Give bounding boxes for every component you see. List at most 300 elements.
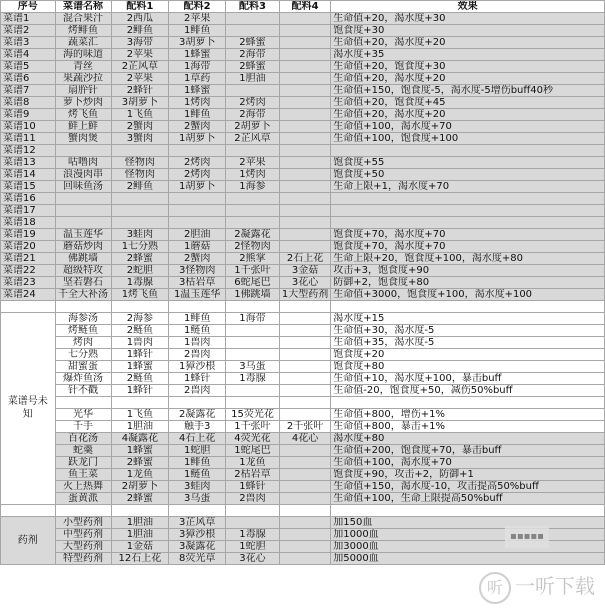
- separator-cell: [331, 504, 605, 516]
- table-row: [1, 181, 605, 193]
- table-row: [1, 145, 605, 157]
- ingredient-3-cell: 2怪物肉: [226, 241, 280, 253]
- effect-cell: 生命值+20，渴水度+20: [331, 73, 605, 85]
- ingredient-1-cell: 2胡萝卜: [111, 480, 169, 492]
- ingredient-3-cell: 6蛇尾巴: [226, 277, 280, 289]
- ingredient-1-cell: 3海带: [111, 37, 169, 49]
- ingredient-4-cell: [279, 145, 330, 157]
- effect-cell: 生命值+10，渴水度+100，暴击buff: [331, 372, 605, 384]
- table-row: [1, 13, 605, 25]
- ingredient-2-cell: 1鲢鱼: [169, 468, 226, 480]
- ingredient-4-cell: [279, 205, 330, 217]
- ingredient-3-cell: 2海带: [226, 109, 280, 121]
- ingredient-1-cell: 1蜂蜜: [111, 360, 169, 372]
- logo-text: 一听下载: [515, 574, 595, 598]
- effect-cell: 生命上限+1，渴水度+70: [331, 181, 605, 193]
- ingredient-3-cell: 2蜂蜜: [226, 37, 280, 49]
- header-ingredient-2: 配料2: [169, 1, 226, 13]
- ingredient-1-cell: 1毒腺: [111, 277, 169, 289]
- ingredient-3-cell: 2熊掌: [226, 253, 280, 265]
- table-row: [1, 492, 605, 504]
- ingredient-4-cell: [279, 360, 330, 372]
- ingredient-4-cell: [279, 456, 330, 468]
- ingredient-3-cell: [226, 205, 280, 217]
- separator-cell: [279, 504, 330, 516]
- effect-cell: 生命上限+20，饱食度+100，渴水度+80: [331, 253, 605, 265]
- separator-cell: [331, 301, 605, 313]
- recipe-name-cell: 海的味道: [55, 49, 111, 61]
- ingredient-3-cell: 1千张叶: [226, 420, 280, 432]
- table-row: [1, 157, 605, 169]
- ingredient-4-cell: [279, 73, 330, 85]
- ingredient-1-cell: 1蜂蜜: [111, 444, 169, 456]
- table-row: [1, 217, 605, 229]
- category-potion-label: 药剂: [1, 516, 56, 564]
- effect-cell: 饱食度+70，渴水度+70: [331, 241, 605, 253]
- ingredient-4-cell: [279, 193, 330, 205]
- recipe-index-cell: 菜谱21: [1, 253, 56, 265]
- table-row: [1, 552, 605, 564]
- table-row: [1, 37, 605, 49]
- ingredient-2-cell: 1蜂蜜: [169, 49, 226, 61]
- ingredient-1-cell: 12石上花: [111, 552, 169, 564]
- ingredient-3-cell: 2胡萝卜: [226, 121, 280, 133]
- separator-cell: [111, 504, 169, 516]
- ingredient-1-cell: 4凝露花: [111, 432, 169, 444]
- ingredient-3-cell: 1海参: [226, 181, 280, 193]
- recipe-name-cell: 咕噜肉: [55, 157, 111, 169]
- ingredient-3-cell: [226, 25, 280, 37]
- recipe-name-cell: 烤飞鱼: [55, 109, 111, 121]
- ingredient-2-cell: 2烤肉: [169, 157, 226, 169]
- recipe-name-cell: [55, 193, 111, 205]
- ingredient-2-cell: 3乌蛋: [169, 492, 226, 504]
- effect-cell: 饱食度+50: [331, 169, 605, 181]
- ingredient-3-cell: [226, 13, 280, 25]
- ingredient-4-cell: 2千张叶: [279, 420, 330, 432]
- recipe-index-cell: 菜谱24: [1, 289, 56, 301]
- ingredient-2-cell: 1蘑菇: [169, 241, 226, 253]
- recipe-name-cell: 千手: [55, 420, 111, 432]
- table-row: [1, 468, 605, 480]
- table-row: [1, 312, 605, 324]
- ingredient-2-cell: 1蜂针: [169, 372, 226, 384]
- table-row: [1, 169, 605, 181]
- table-row: [1, 528, 605, 540]
- ingredient-4-cell: [279, 336, 330, 348]
- header-ingredient-3: 配料3: [226, 1, 280, 13]
- ingredient-4-cell: [279, 49, 330, 61]
- ingredient-3-cell: [226, 193, 280, 205]
- ingredient-4-cell: 2石上花: [279, 253, 330, 265]
- recipe-name-cell: 坚若磐石: [55, 277, 111, 289]
- recipe-index-cell: 菜谱15: [1, 181, 56, 193]
- recipe-index-cell: 菜谱1: [1, 13, 56, 25]
- recipe-name-cell: 烤肉: [55, 336, 111, 348]
- ingredient-1-cell: 1七分熟: [111, 241, 169, 253]
- table-row: [1, 97, 605, 109]
- recipe-index-cell: 菜谱6: [1, 73, 56, 85]
- ingredient-1-cell: 1烤飞鱼: [111, 289, 169, 301]
- recipe-name-cell: 蛋黄派: [55, 492, 111, 504]
- ingredient-1-cell: 怪物肉: [111, 169, 169, 181]
- effect-cell: 生命值+3000，饱食度+100，渴水度+100: [331, 289, 605, 301]
- table-row: [1, 324, 605, 336]
- ingredient-3-cell: [226, 85, 280, 97]
- ingredient-4-cell: [279, 396, 330, 408]
- ingredient-4-cell: [279, 109, 330, 121]
- recipe-name-cell: 大型药剂: [55, 540, 111, 552]
- recipe-name-cell: 针不戳: [55, 384, 111, 396]
- ingredient-2-cell: 8荧光草: [169, 552, 226, 564]
- ingredient-1-cell: 3蛙肉: [111, 229, 169, 241]
- ingredient-2-cell: [169, 396, 226, 408]
- recipe-name-cell: 蘑菇炒肉: [55, 241, 111, 253]
- separator-row: [1, 301, 605, 313]
- effect-cell: 渴水度+35: [331, 49, 605, 61]
- ingredient-3-cell: 1龙鱼: [226, 456, 280, 468]
- ingredient-1-cell: 2蜂蜜: [111, 253, 169, 265]
- table-row: [1, 432, 605, 444]
- ingredient-1-cell: 2西瓜: [111, 13, 169, 25]
- recipe-name-cell: [55, 145, 111, 157]
- effect-cell: 加5000血: [331, 552, 605, 564]
- header-ingredient-1: 配料1: [111, 1, 169, 13]
- ingredient-3-cell: 1海带: [226, 312, 280, 324]
- recipe-name-cell: 鲜上鲜: [55, 121, 111, 133]
- ingredient-1-cell: [111, 205, 169, 217]
- effect-cell: 生命值+800，增伤+1%: [331, 408, 605, 420]
- ingredient-3-cell: [226, 217, 280, 229]
- ingredient-3-cell: 1胆油: [226, 73, 280, 85]
- ingredient-3-cell: 3乌蛋: [226, 360, 280, 372]
- ingredient-4-cell: [279, 372, 330, 384]
- ingredient-3-cell: [226, 324, 280, 336]
- table-row: [1, 540, 605, 552]
- ingredient-4-cell: [279, 133, 330, 145]
- ingredient-2-cell: 1蜂蜜: [169, 85, 226, 97]
- table-row: [1, 289, 605, 301]
- recipe-name-cell: 佛跳墙: [55, 253, 111, 265]
- recipe-name-cell: 火上热舞: [55, 480, 111, 492]
- recipe-index-cell: 菜谱11: [1, 133, 56, 145]
- effect-cell: 生命值+20，渴水度+30: [331, 13, 605, 25]
- ingredient-2-cell: 2蟹肉: [169, 121, 226, 133]
- ingredient-1-cell: 2蛇胆: [111, 265, 169, 277]
- separator-cell: [226, 301, 280, 313]
- ingredient-1-cell: 1兽肉: [111, 336, 169, 348]
- ingredient-1-cell: 1蜂针: [111, 348, 169, 360]
- ingredient-2-cell: 1烤肉: [169, 97, 226, 109]
- ingredient-3-cell: 2蜂蜜: [226, 61, 280, 73]
- separator-cell: [55, 301, 111, 313]
- ingredient-2-cell: 1鲢鱼: [169, 324, 226, 336]
- table-row: [1, 109, 605, 121]
- ingredient-2-cell: 触手3: [169, 420, 226, 432]
- recipe-name-cell: 鱼王菜: [55, 468, 111, 480]
- ingredient-3-cell: 3花心: [226, 552, 280, 564]
- ingredient-3-cell: 1毒腺: [226, 372, 280, 384]
- ingredient-2-cell: 2蟹肉: [169, 253, 226, 265]
- ingredient-4-cell: [279, 324, 330, 336]
- ingredient-2-cell: 2凝露花: [169, 408, 226, 420]
- recipe-name-cell: 海参汤: [55, 312, 111, 324]
- effect-cell: [331, 217, 605, 229]
- effect-cell: 生命值-20，饱食度+50，减伤50%buff: [331, 384, 605, 396]
- table-row: [1, 360, 605, 372]
- recipe-index-cell: 菜谱5: [1, 61, 56, 73]
- table-row: [1, 49, 605, 61]
- effect-cell: 生命值+100，渴水度+70: [331, 121, 605, 133]
- ingredient-2-cell: 1鲱鱼: [169, 456, 226, 468]
- separator-cell: [55, 504, 111, 516]
- ingredient-1-cell: 2蜂针: [111, 85, 169, 97]
- recipe-index-cell: 菜谱8: [1, 97, 56, 109]
- effect-cell: 饱食度+20: [331, 348, 605, 360]
- site-watermark-logo: [479, 566, 597, 606]
- effect-cell: 饱食度+90，攻击+2，防御+1: [331, 468, 605, 480]
- ingredient-4-cell: [279, 37, 330, 49]
- header-row: [1, 1, 605, 13]
- ingredient-4-cell: 1大型药剂: [279, 289, 330, 301]
- effect-cell: [331, 396, 605, 408]
- recipe-index-cell: 菜谱14: [1, 169, 56, 181]
- table-row: [1, 241, 605, 253]
- watermark-box: ▪▪▪▪▪: [505, 526, 549, 548]
- recipe-index-cell: 菜谱3: [1, 37, 56, 49]
- ingredient-2-cell: 2兽肉: [169, 384, 226, 396]
- ingredient-3-cell: 2苹果: [226, 157, 280, 169]
- recipe-index-cell: 菜谱10: [1, 121, 56, 133]
- effect-cell: 生命值+20，渴水度+20: [331, 109, 605, 121]
- recipe-index-cell: 菜谱23: [1, 277, 56, 289]
- ingredient-4-cell: [279, 61, 330, 73]
- recipe-index-cell: 菜谱12: [1, 145, 56, 157]
- recipe-name-cell: 千全大补汤: [55, 289, 111, 301]
- recipe-name-cell: 混合果汁: [55, 13, 111, 25]
- recipe-name-cell: [55, 396, 111, 408]
- table-row: [1, 85, 605, 97]
- table-row: [1, 229, 605, 241]
- ingredient-2-cell: 1鲱鱼: [169, 312, 226, 324]
- recipe-name-cell: 蔬菜汇: [55, 37, 111, 49]
- ingredient-4-cell: [279, 229, 330, 241]
- ingredient-4-cell: [279, 181, 330, 193]
- ingredient-2-cell: 1草药: [169, 73, 226, 85]
- ingredient-4-cell: [279, 540, 330, 552]
- ingredient-1-cell: 3胡萝卜: [111, 97, 169, 109]
- recipe-index-cell: 菜谱17: [1, 205, 56, 217]
- header-index: 序号: [1, 1, 56, 13]
- effect-cell: 攻击+3，饱食度+90: [331, 265, 605, 277]
- ingredient-4-cell: 4花心: [279, 432, 330, 444]
- ingredient-4-cell: [279, 85, 330, 97]
- ingredient-1-cell: 1飞鱼: [111, 109, 169, 121]
- recipe-index-cell: 菜谱13: [1, 157, 56, 169]
- ingredient-2-cell: 1鲱鱼: [169, 109, 226, 121]
- ingredient-1-cell: 2蟹肉: [111, 121, 169, 133]
- recipe-name-cell: 小型药剂: [55, 516, 111, 528]
- ingredient-2-cell: [169, 145, 226, 157]
- ingredient-2-cell: 1海带: [169, 61, 226, 73]
- recipe-index-cell: 菜谱18: [1, 217, 56, 229]
- ingredient-3-cell: 1蛇尾巴: [226, 444, 280, 456]
- effect-cell: 生命值+20，饱食度+30: [331, 61, 605, 73]
- ingredient-3-cell: 1千张叶: [226, 265, 280, 277]
- ingredient-1-cell: 2苹果: [111, 49, 169, 61]
- recipe-name-cell: [55, 205, 111, 217]
- effect-cell: 生命值+100，饱食度+100: [331, 133, 605, 145]
- effect-cell: 生命值+150，饱食度-5，渴水度-5增伤buff40秒: [331, 85, 605, 97]
- table-row: [1, 121, 605, 133]
- ingredient-1-cell: 怪物肉: [111, 157, 169, 169]
- ingredient-3-cell: 2芷风草: [226, 133, 280, 145]
- recipe-name-cell: 萝卜炒肉: [55, 97, 111, 109]
- effect-cell: 生命值+200，饱食度+70，暴击buff: [331, 444, 605, 456]
- separator-row: [1, 504, 605, 516]
- effect-cell: 饱食度+30: [331, 25, 605, 37]
- ingredient-2-cell: [169, 217, 226, 229]
- effect-cell: 加150血: [331, 516, 605, 528]
- recipe-name-cell: 回味鱼汤: [55, 181, 111, 193]
- ingredient-4-cell: [279, 552, 330, 564]
- ingredient-4-cell: [279, 121, 330, 133]
- ingredient-2-cell: 1蛇胆: [169, 444, 226, 456]
- recipe-name-cell: 蟹肉煲: [55, 133, 111, 145]
- table-row: [1, 408, 605, 420]
- ingredient-2-cell: 1鲱鱼: [169, 25, 226, 37]
- ingredient-3-cell: 15荧光花: [226, 408, 280, 420]
- ingredient-4-cell: 3花心: [279, 277, 330, 289]
- ingredient-1-cell: 1金菇: [111, 540, 169, 552]
- recipe-name-cell: 七分熟: [55, 348, 111, 360]
- separator-cell: [169, 504, 226, 516]
- recipe-index-cell: 菜谱4: [1, 49, 56, 61]
- effect-cell: 生命值+30，渴水度-5: [331, 324, 605, 336]
- ingredient-1-cell: 1胆油: [111, 516, 169, 528]
- ingredient-3-cell: 1蛇胆: [226, 540, 280, 552]
- ingredient-4-cell: [279, 528, 330, 540]
- separator-cell: [111, 301, 169, 313]
- effect-cell: 饱食度+55: [331, 157, 605, 169]
- ingredient-1-cell: 3蟹肉: [111, 133, 169, 145]
- effect-cell: 防御+2，饱食度+80: [331, 277, 605, 289]
- ingredient-3-cell: 1蜂针: [226, 480, 280, 492]
- ingredient-4-cell: [279, 25, 330, 37]
- ingredient-1-cell: 2蜂蜜: [111, 456, 169, 468]
- separator-cell: [1, 301, 56, 313]
- effect-cell: 加1000血: [331, 528, 605, 540]
- recipe-name-cell: 扇肸针: [55, 85, 111, 97]
- effect-cell: 生命值+150，渴水度-10，攻击提高50%buff: [331, 480, 605, 492]
- recipe-name-cell: 跃龙门: [55, 456, 111, 468]
- ingredient-3-cell: [226, 145, 280, 157]
- table-row: [1, 372, 605, 384]
- effect-cell: 生命值+20，渴水度+20: [331, 37, 605, 49]
- effect-cell: 生命值+100，生命上限提高50%buff: [331, 492, 605, 504]
- ingredient-1-cell: 2苹果: [111, 73, 169, 85]
- table-row: [1, 73, 605, 85]
- ingredient-3-cell: 1毒腺: [226, 528, 280, 540]
- effect-cell: [331, 193, 605, 205]
- ingredient-3-cell: [226, 348, 280, 360]
- ingredient-4-cell: [279, 13, 330, 25]
- table-row: [1, 456, 605, 468]
- table-row: [1, 61, 605, 73]
- recipe-name-cell: 特型药剂: [55, 552, 111, 564]
- ingredient-3-cell: [226, 336, 280, 348]
- table-row: [1, 205, 605, 217]
- ingredient-2-cell: 3怪物肉: [169, 265, 226, 277]
- table-row: [1, 265, 605, 277]
- ingredient-3-cell: 2海带: [226, 49, 280, 61]
- ingredient-2-cell: 1胡萝卜: [169, 133, 226, 145]
- ingredient-3-cell: 1烤肉: [226, 169, 280, 181]
- table-row: [1, 384, 605, 396]
- table-row: [1, 193, 605, 205]
- ingredient-3-cell: 2凝露花: [226, 229, 280, 241]
- effect-cell: 饱食度+70，渴水度+70: [331, 229, 605, 241]
- ingredient-2-cell: 2苹果: [169, 13, 226, 25]
- separator-cell: [226, 504, 280, 516]
- table-row: [1, 253, 605, 265]
- ingredient-4-cell: [279, 312, 330, 324]
- separator-cell: [279, 301, 330, 313]
- ingredient-4-cell: [279, 468, 330, 480]
- recipe-index-cell: 菜谱9: [1, 109, 56, 121]
- ingredient-1-cell: 1蜂针: [111, 384, 169, 396]
- ingredient-1-cell: [111, 217, 169, 229]
- recipe-name-cell: [55, 217, 111, 229]
- separator-cell: [169, 301, 226, 313]
- ingredient-4-cell: [279, 217, 330, 229]
- ingredient-1-cell: 1胆油: [111, 420, 169, 432]
- recipe-name-cell: 甜蜜蛋: [55, 360, 111, 372]
- table-row: [1, 480, 605, 492]
- ingredient-2-cell: [169, 205, 226, 217]
- ingredient-4-cell: [279, 516, 330, 528]
- ingredient-4-cell: [279, 408, 330, 420]
- ingredient-2-cell: 3芷风草: [169, 516, 226, 528]
- ingredient-4-cell: [279, 241, 330, 253]
- effect-cell: [331, 145, 605, 157]
- table-body: [1, 13, 605, 565]
- ingredient-4-cell: [279, 444, 330, 456]
- ingredient-2-cell: 1獐沙根: [169, 360, 226, 372]
- recipe-name-cell: 中型药剂: [55, 528, 111, 540]
- ingredient-4-cell: [279, 97, 330, 109]
- table-row: [1, 25, 605, 37]
- recipe-name-cell: 蛇羹: [55, 444, 111, 456]
- recipe-name-cell: 青丝: [55, 61, 111, 73]
- table-row: [1, 420, 605, 432]
- recipe-name-cell: 烤鲢鱼: [55, 324, 111, 336]
- ingredient-1-cell: 1龙鱼: [111, 468, 169, 480]
- recipe-name-cell: 果蔬沙拉: [55, 73, 111, 85]
- ingredient-1-cell: 2鲱鱼: [111, 25, 169, 37]
- recipe-name-cell: 爆炸鱼汤: [55, 372, 111, 384]
- ingredient-3-cell: 2枯岩草: [226, 468, 280, 480]
- effect-cell: [331, 205, 605, 217]
- ingredient-1-cell: 1胆油: [111, 528, 169, 540]
- effect-cell: 生命值+20，饱食度+45: [331, 97, 605, 109]
- ingredient-4-cell: 3金菇: [279, 265, 330, 277]
- ingredient-4-cell: [279, 157, 330, 169]
- effect-cell: 加3000血: [331, 540, 605, 552]
- ingredient-1-cell: 2蜂蜜: [111, 492, 169, 504]
- recipe-name-cell: 烤鲱鱼: [55, 25, 111, 37]
- effect-cell: 生命值+35，渴水度-5: [331, 336, 605, 348]
